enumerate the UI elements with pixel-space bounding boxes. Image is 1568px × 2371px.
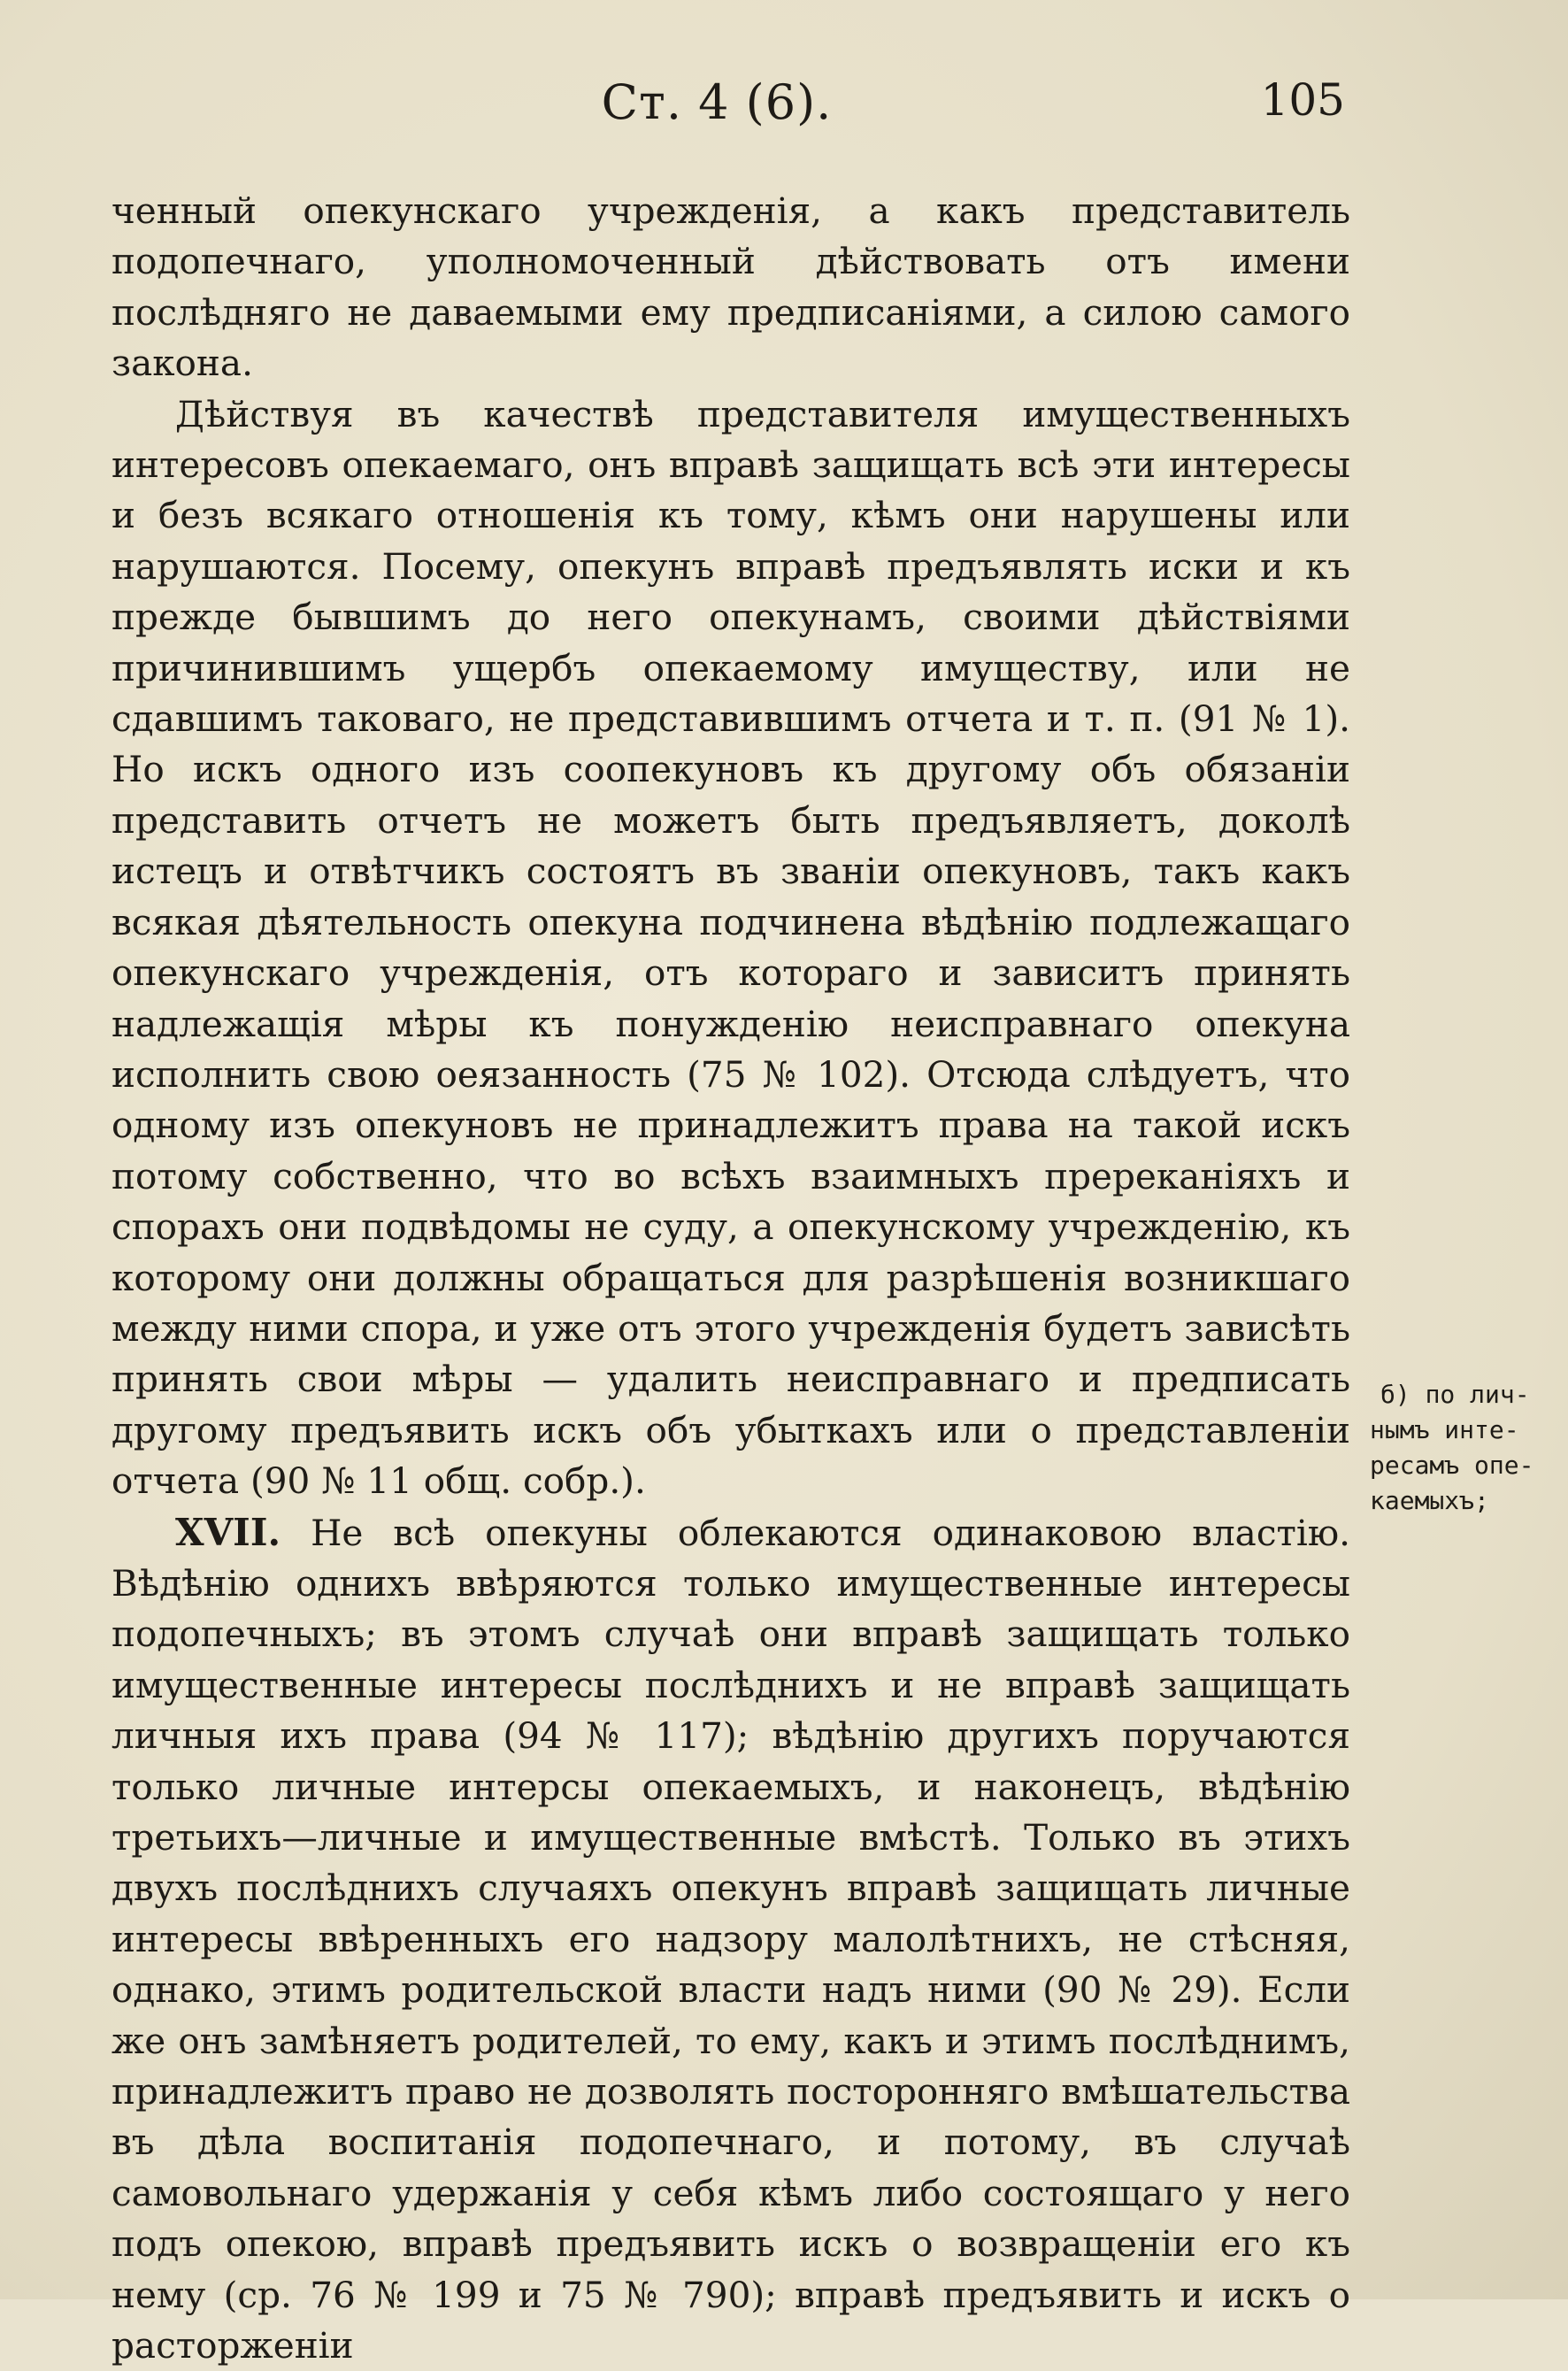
section-number: XVII. <box>175 1510 281 1554</box>
margin-note-line: каемыхъ; <box>1370 1486 1489 1515</box>
margin-note <box>1370 1377 1556 1519</box>
body-text <box>111 186 1350 2371</box>
paragraph-section-xvii <box>111 1507 1350 2371</box>
margin-note-line: нымъ инте- <box>1370 1415 1519 1444</box>
paragraph-representative-interests: Дѣйствуя въ качествѣ представителя имущественныхъ интересовъ опекаемаго, онъ вправѣ защищать всѣ эти интересы и безъ всякаго отношенія къ тому, кѣмъ они нарушены или нарушаются. Посему, опекунъ вправѣ предъявлять иски и къ прежде бывшимъ до него опекунамъ, своими дѣйствіями причинившимъ ущербъ опекаемому имуществу, или не сдавшимъ таковаго, не представившимъ отчета и т. п. (91 № 1). Но искъ одного изъ соопекуновъ къ другому объ обязаніи представить отчетъ не можетъ быть предъявляетъ, доколѣ истецъ и отвѣтчикъ состоятъ въ званіи опекуновъ, такъ какъ всякая дѣятельность опекуна подчинена вѣдѣнію подлежащаго опекунскаго учрежденія, отъ котораго и зависитъ принять надлежащія мѣры къ понужденію неисправнаго опекуна исполнить свою оеязанность (75 № 102). Отсюда слѣдуетъ, что одному изъ опекуновъ не принадлежитъ права на такой искъ потому собственно, что во всѣхъ взаимныхъ пререканіяхъ и спорахъ они подвѣдомы не суду, а опекунскому учрежденію, къ которому они должны обращаться для разрѣшенія возникшаго между ними спора, и уже отъ этого учрежденія будетъ зависѣть принять свои мѣры — удалить неисправнаго и предписать другому предъявить искъ объ убыткахъ или о представленіи отчета (90 № 11 общ. собр.). <box>111 392 1350 1503</box>
page-number: 105 <box>1260 74 1345 126</box>
paragraph-continuation: ченный опекунскаго учрежденія, а какъ представитель подопечнаго, уполномоченный дѣйствовать отъ имени послѣдняго не даваемыми ему предписаніями, а силою самого закона. <box>111 189 1350 385</box>
running-header: Ст. 4 (6). <box>601 74 833 130</box>
margin-note-line: ресамъ опе- <box>1370 1451 1534 1480</box>
margin-note-line: б) по лич- <box>1380 1380 1530 1409</box>
section-text: Не всѣ опекуны облекаются одинаковою властію. Вѣдѣнію однихъ ввѣряются только имущественные интересы подопечныхъ; въ этомъ случаѣ они вправѣ защищать только имущественные интересы послѣднихъ и не вправѣ защищать личныя ихъ права (94 № 117); вѣдѣнію другихъ поручаются только личные интерсы опекаемыхъ, и наконецъ, вѣдѣнію третьихъ—личные и имущественные вмѣстѣ. Только въ этихъ двухъ послѣднихъ случаяхъ опекунъ вправѣ защищать личные интересы ввѣренныхъ его надзору малолѣтнихъ, не стѣсняя, однако, этимъ родительской власти надъ ними (90 № 29). Если же онъ замѣняетъ родителей, то ему, какъ и этимъ послѣднимъ, принадлежитъ право не дозволять посторонняго вмѣшательства въ дѣла воспитанія подопечнаго, и потому, въ случаѣ самовольнаго удержанія у себя кѣмъ либо состоящаго у него подъ опекою, вправѣ предъявить искъ о возвращеніи его къ нему (ср. 76 № 199 и 75 № 790); вправѣ предъявить и искъ о расторженіи <box>111 1511 1350 2367</box>
